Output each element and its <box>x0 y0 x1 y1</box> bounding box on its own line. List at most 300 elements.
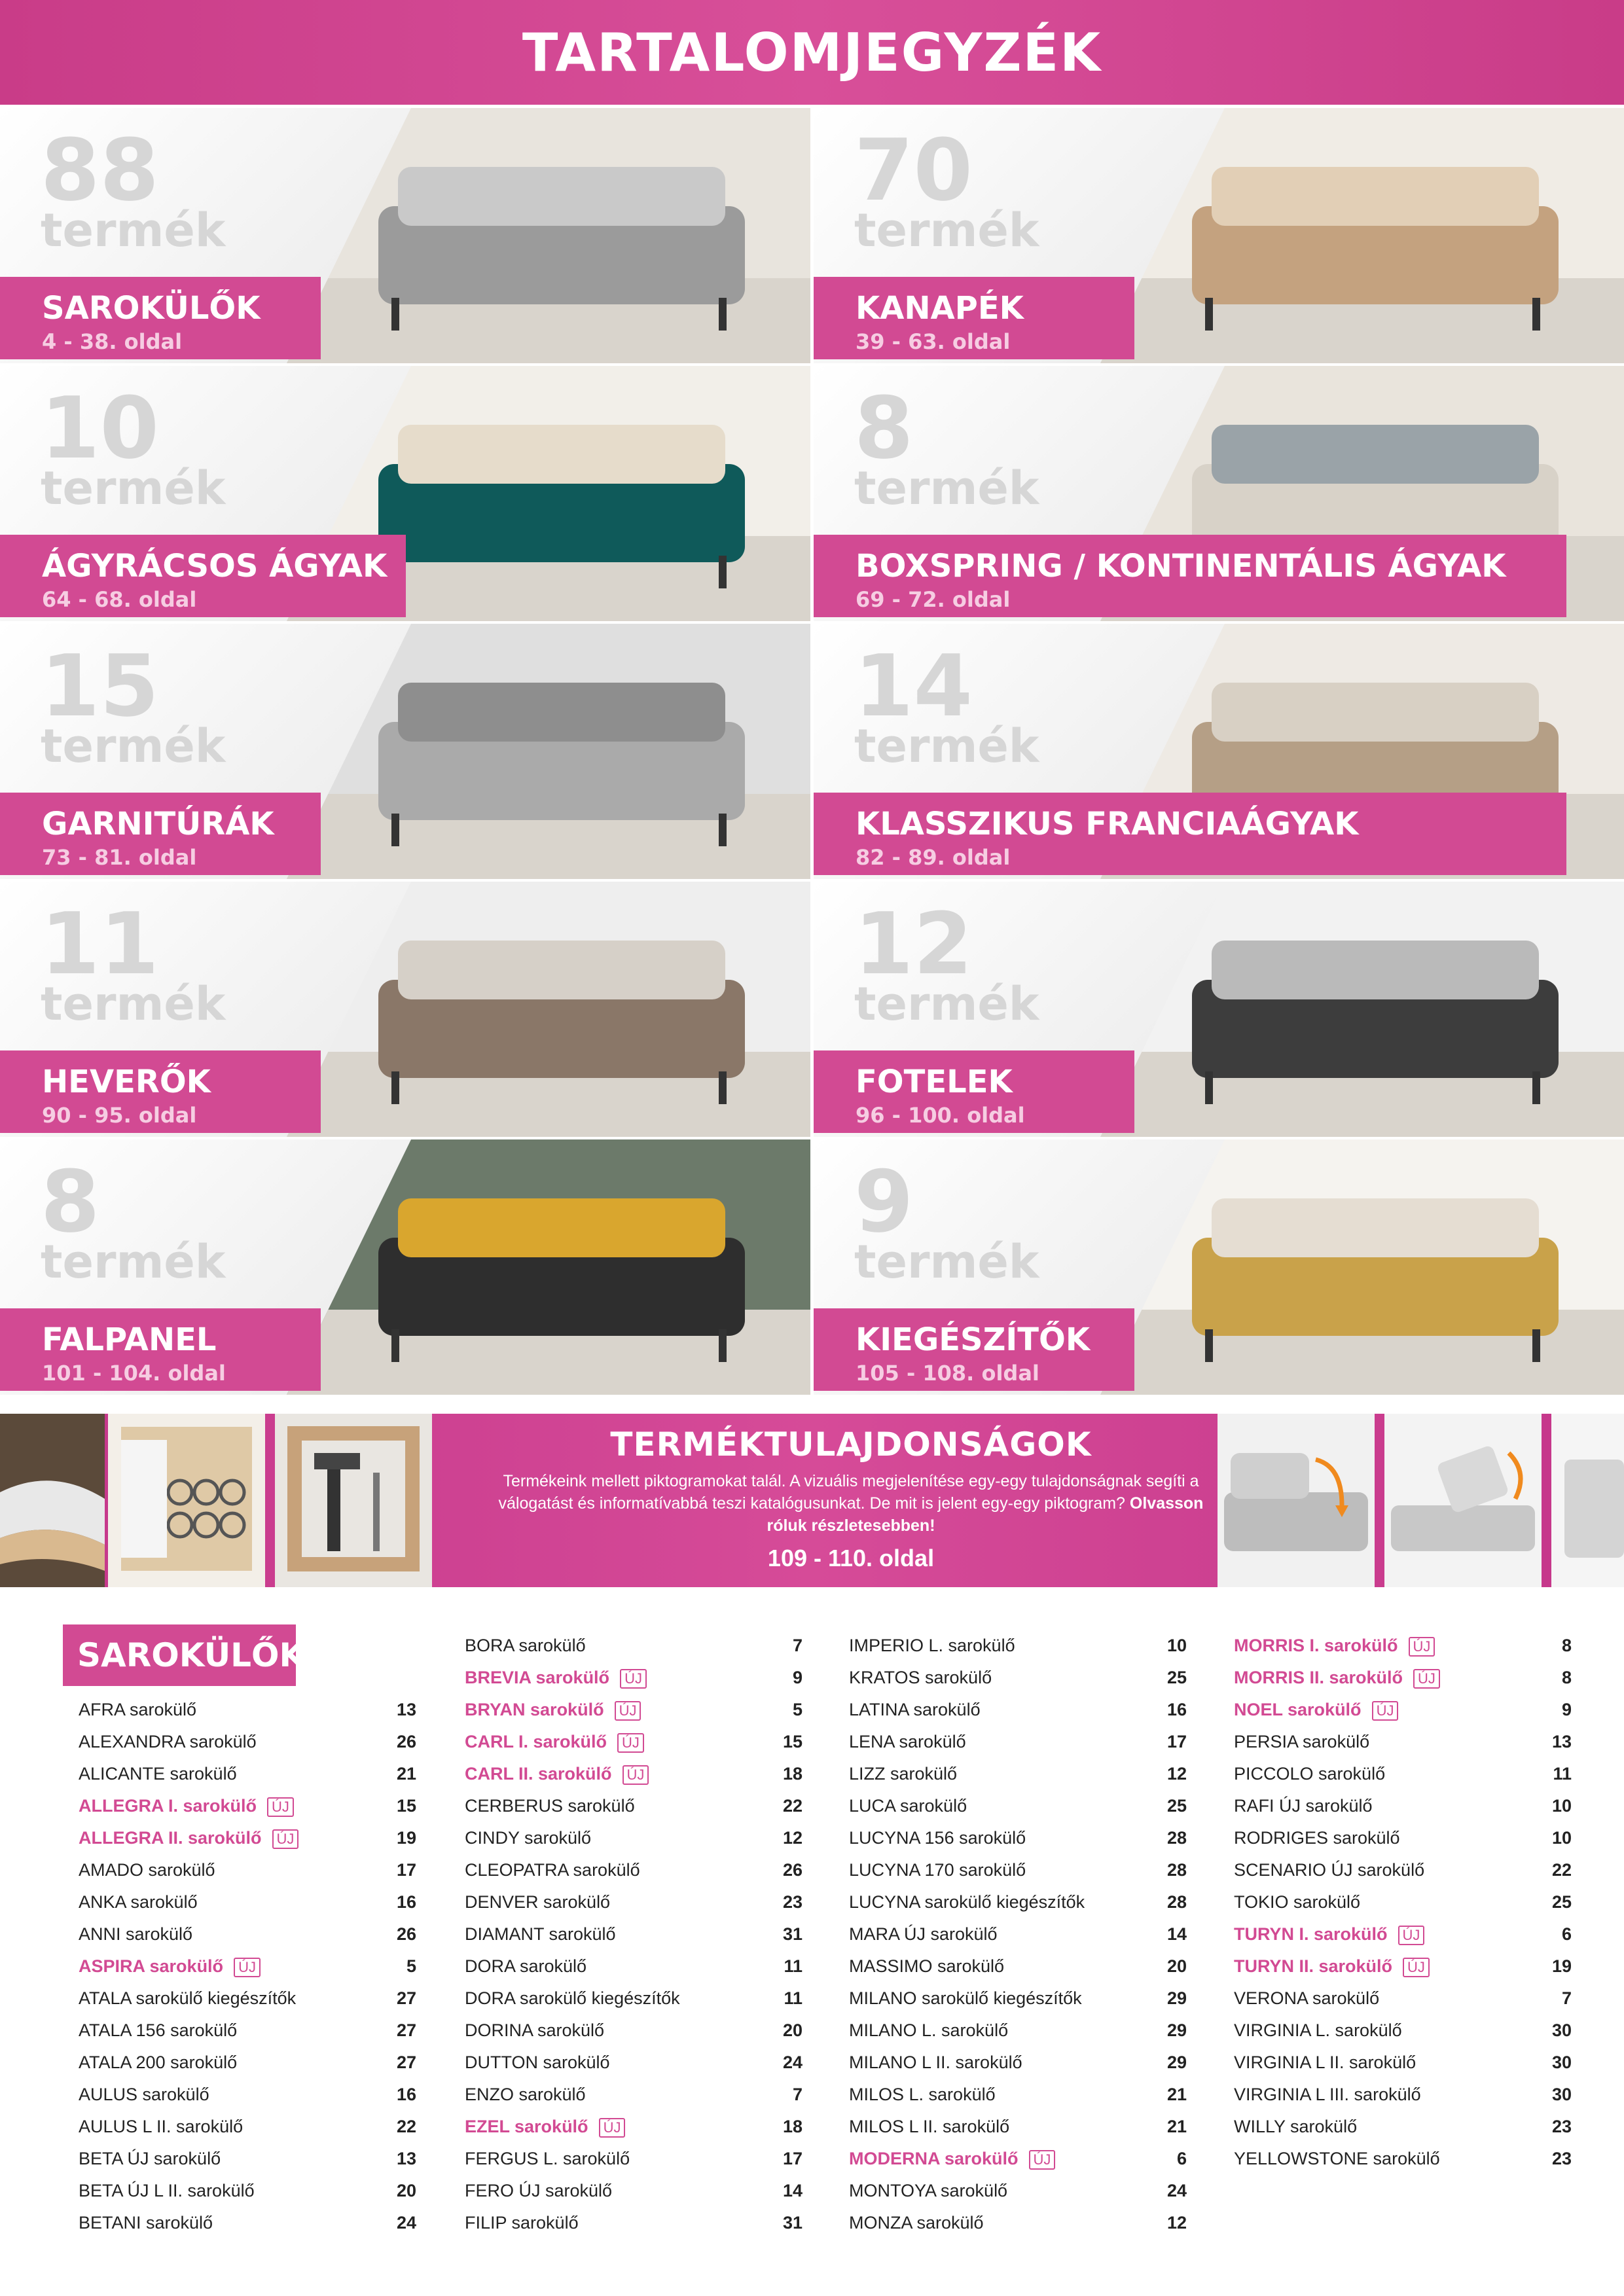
index-entry[interactable] <box>465 2143 803 2175</box>
entry-name: AULUS sarokülő <box>79 2085 209 2104</box>
entry-page: 25 <box>1166 1796 1187 1816</box>
entry-page: 29 <box>1166 2020 1187 2040</box>
entry-page: 7 <box>1561 1988 1572 2008</box>
category-label-band <box>0 1050 321 1133</box>
entry-name: FERGUS L. sarokülő <box>465 2149 630 2168</box>
entry-page: 18 <box>782 1764 803 1784</box>
entry-page: 13 <box>396 2149 416 2168</box>
index-entry[interactable] <box>79 2207 416 2239</box>
index-entry[interactable] <box>465 1982 803 2015</box>
category-name: FALPANEL <box>42 1321 217 1358</box>
entry-name: CARL II. sarokülő <box>465 1764 612 1784</box>
entry-name: ATALA 200 sarokülő <box>79 2053 238 2072</box>
entry-page: 10 <box>1166 1636 1187 1655</box>
entry-name: VIRGINIA L. sarokülő <box>1234 2020 1402 2040</box>
entry-page: 8 <box>1561 1636 1572 1655</box>
entry-name: TURYN II. sarokülő <box>1234 1956 1393 1976</box>
index-entry[interactable] <box>79 1758 416 1790</box>
index-entry[interactable] <box>849 2079 1187 2111</box>
entry-name: AULUS L II. sarokülő <box>79 2117 244 2136</box>
entry-name: ASPIRA sarokülő <box>79 1956 224 1976</box>
entry-page: 22 <box>782 1796 803 1816</box>
frame-tools-photo <box>275 1414 432 1587</box>
category-pages: 82 - 89. oldal <box>856 845 1011 870</box>
new-badge: ÚJ <box>620 1669 647 1689</box>
index-entry[interactable] <box>1234 1630 1572 1662</box>
entry-name: DORINA sarokülő <box>465 2020 605 2040</box>
index-entry[interactable] <box>79 1726 416 1758</box>
entry-name: MILANO L. sarokülő <box>849 2020 1009 2040</box>
entry-name: TURYN I. sarokülő <box>1234 1924 1388 1944</box>
category-pages: 39 - 63. oldal <box>856 329 1011 354</box>
entry-page: 5 <box>406 1956 416 1976</box>
index-entry[interactable] <box>1234 1726 1572 1758</box>
entry-name: IMPERIO L. sarokülő <box>849 1636 1015 1655</box>
mechanism-photo <box>1384 1414 1542 1587</box>
entry-name: LENA sarokülő <box>849 1732 966 1751</box>
entry-page: 6 <box>1176 2149 1187 2168</box>
entry-name: ALLEGRA I. sarokülő <box>79 1796 257 1816</box>
count-number: 8 <box>41 1152 100 1251</box>
count-number: 8 <box>854 378 914 478</box>
entry-page: 28 <box>1166 1860 1187 1880</box>
category-tile[interactable] <box>814 108 1624 363</box>
category-label-band <box>0 1308 321 1391</box>
entry-page: 13 <box>396 1700 416 1719</box>
category-name: BOXSPRING / KONTINENTÁLIS ÁGYAK <box>856 548 1506 584</box>
entry-page: 24 <box>396 2213 416 2233</box>
category-tile[interactable] <box>814 624 1624 879</box>
entry-page: 5 <box>792 1700 803 1719</box>
index-entry[interactable] <box>849 1982 1187 2015</box>
index-entry[interactable] <box>465 1790 803 1822</box>
category-tile[interactable] <box>0 882 810 1137</box>
index-entry[interactable] <box>79 2143 416 2175</box>
index-entry[interactable] <box>1234 1950 1572 1982</box>
index-entry[interactable] <box>465 1758 803 1790</box>
category-label-band <box>0 535 406 617</box>
entry-page: 10 <box>1551 1828 1572 1848</box>
entry-name: MONTOYA sarokülő <box>849 2181 1008 2200</box>
index-entry[interactable] <box>849 2015 1187 2047</box>
entry-name: CERBERUS sarokülő <box>465 1796 635 1816</box>
entry-page: 30 <box>1551 2020 1572 2040</box>
category-name: GARNITÚRÁK <box>42 806 274 842</box>
entry-name: LUCYNA 170 sarokülő <box>849 1860 1026 1880</box>
new-badge: ÚJ <box>1398 1926 1425 1945</box>
index-entry[interactable] <box>79 1886 416 1918</box>
entry-name: YELLOWSTONE sarokülő <box>1234 2149 1440 2168</box>
entry-name: DIAMANT sarokülő <box>465 1924 616 1944</box>
index-entry[interactable] <box>849 1758 1187 1790</box>
entry-page: 24 <box>1166 2181 1187 2200</box>
category-label-band <box>814 1050 1134 1133</box>
index-entry[interactable] <box>1234 1790 1572 1822</box>
index-entry[interactable] <box>79 1854 416 1886</box>
headrest-adjust-photo <box>1218 1414 1375 1587</box>
entry-page: 28 <box>1166 1828 1187 1848</box>
index-entry[interactable] <box>1234 2111 1572 2143</box>
entry-page: 10 <box>1551 1796 1572 1816</box>
index-entry[interactable] <box>79 2079 416 2111</box>
entry-name: DENVER sarokülő <box>465 1892 611 1912</box>
index-entry[interactable] <box>849 1918 1187 1950</box>
entry-page: 25 <box>1166 1668 1187 1687</box>
entry-page: 11 <box>1553 1764 1572 1784</box>
entry-page: 31 <box>782 2213 803 2233</box>
index-entry[interactable] <box>849 2175 1187 2207</box>
entry-name: VIRGINIA L III. sarokülő <box>1234 2085 1421 2104</box>
index-entry[interactable] <box>849 1662 1187 1694</box>
count-word: termék <box>41 204 226 257</box>
index-entry[interactable] <box>79 1790 416 1822</box>
entry-page: 29 <box>1166 2053 1187 2072</box>
entry-page: 21 <box>1166 2085 1187 2104</box>
entry-name: MODERNA sarokülő <box>849 2149 1019 2168</box>
index-entry[interactable] <box>79 2047 416 2079</box>
new-badge: ÚJ <box>615 1701 641 1721</box>
entry-name: BREVIA sarokülő <box>465 1668 610 1687</box>
index-section <box>0 1617 1624 2284</box>
category-name: KIEGÉSZÍTŐK <box>856 1321 1091 1358</box>
index-entry[interactable] <box>465 1694 803 1726</box>
entry-page: 12 <box>1166 1764 1187 1784</box>
index-entry[interactable] <box>465 1822 803 1854</box>
index-entry[interactable] <box>1234 1854 1572 1886</box>
entry-name: LATINA sarokülő <box>849 1700 981 1719</box>
entry-name: DORA sarokülő <box>465 1956 587 1976</box>
entry-name: DUTTON sarokülő <box>465 2053 610 2072</box>
index-entry[interactable] <box>849 1822 1187 1854</box>
entry-page: 15 <box>396 1796 416 1816</box>
entry-page: 7 <box>792 2085 803 2104</box>
page-header <box>0 0 1624 105</box>
category-name: SAROKÜLŐK <box>42 290 261 327</box>
category-label-band <box>814 535 1566 617</box>
entry-name: DORA sarokülő kiegészítők <box>465 1988 680 2008</box>
product-count <box>854 636 1039 773</box>
entry-name: LUCA sarokülő <box>849 1796 967 1816</box>
index-entry[interactable] <box>79 1982 416 2015</box>
entry-page: 30 <box>1551 2053 1572 2072</box>
entry-name: NOEL sarokülő <box>1234 1700 1362 1719</box>
entry-page: 27 <box>396 2053 416 2072</box>
category-tile[interactable] <box>0 624 810 879</box>
index-column <box>465 1630 803 2239</box>
index-entry[interactable] <box>1234 1918 1572 1950</box>
product-count <box>41 1152 226 1289</box>
entry-page: 19 <box>1551 1956 1572 1976</box>
index-entry[interactable] <box>849 1630 1187 1662</box>
count-word: termék <box>854 977 1039 1031</box>
count-word: termék <box>41 977 226 1031</box>
category-tile[interactable] <box>814 882 1624 1137</box>
entry-page: 21 <box>1166 2117 1187 2136</box>
index-entry[interactable] <box>465 1918 803 1950</box>
entry-name: AFRA sarokülő <box>79 1700 197 1719</box>
index-entry[interactable] <box>465 2047 803 2079</box>
entry-page: 15 <box>782 1732 803 1751</box>
entry-page: 26 <box>782 1860 803 1880</box>
entry-page: 9 <box>1561 1700 1572 1719</box>
entry-name: PICCOLO sarokülő <box>1234 1764 1386 1784</box>
index-entry[interactable] <box>79 1918 416 1950</box>
new-badge: ÚJ <box>599 2118 626 2138</box>
index-entry[interactable] <box>79 1822 416 1854</box>
index-entry[interactable] <box>465 2207 803 2239</box>
entry-page: 22 <box>1551 1860 1572 1880</box>
entry-page: 14 <box>782 2181 803 2200</box>
entry-page: 26 <box>396 1924 416 1944</box>
category-pages: 69 - 72. oldal <box>856 587 1011 612</box>
category-tile[interactable] <box>0 108 810 363</box>
index-entry[interactable] <box>1234 1758 1572 1790</box>
entry-name: LUCYNA sarokülő kiegészítők <box>849 1892 1085 1912</box>
index-entry[interactable] <box>465 1950 803 1982</box>
index-entry[interactable] <box>1234 2079 1572 2111</box>
entry-name: MORRIS II. sarokülő <box>1234 1668 1403 1687</box>
new-badge: ÚJ <box>1413 1669 1440 1689</box>
entry-page: 8 <box>1561 1668 1572 1687</box>
index-entry[interactable] <box>465 2111 803 2143</box>
entry-name: BORA sarokülő <box>465 1636 586 1655</box>
page-title: TARTALOMJEGYZÉK <box>522 22 1102 83</box>
entry-page: 20 <box>396 2181 416 2200</box>
features-pages: 109 - 110. oldal <box>767 1545 935 1571</box>
product-count <box>854 120 1039 257</box>
index-entry[interactable] <box>465 1630 803 1662</box>
entry-name: FILIP sarokülő <box>465 2213 579 2233</box>
category-label-band <box>0 793 321 875</box>
product-count <box>854 894 1039 1031</box>
entry-name: BETA ÚJ L II. sarokülő <box>79 2181 255 2200</box>
count-word: termék <box>41 461 226 515</box>
entry-name: RAFI ÚJ sarokülő <box>1234 1796 1373 1816</box>
entry-name: SCENARIO ÚJ sarokülő <box>1234 1860 1425 1880</box>
index-entry[interactable] <box>1234 2015 1572 2047</box>
feature-banner <box>0 1414 1624 1587</box>
category-name: KLASSZIKUS FRANCIAÁGYAK <box>856 806 1359 842</box>
entry-page: 24 <box>782 2053 803 2072</box>
category-tile[interactable] <box>814 366 1624 621</box>
entry-page: 31 <box>782 1924 803 1944</box>
index-entry[interactable] <box>465 1726 803 1758</box>
index-entry[interactable] <box>465 1662 803 1694</box>
new-badge: ÚJ <box>267 1797 294 1817</box>
entry-page: 18 <box>782 2117 803 2136</box>
entry-name: PERSIA sarokülő <box>1234 1732 1370 1751</box>
entry-page: 17 <box>396 1860 416 1880</box>
count-number: 12 <box>854 894 973 994</box>
category-label-band <box>814 793 1566 875</box>
category-pages: 96 - 100. oldal <box>856 1103 1025 1128</box>
entry-page: 29 <box>1166 1988 1187 2008</box>
category-name: HEVERŐK <box>42 1064 211 1100</box>
entry-name: BRYAN sarokülő <box>465 1700 604 1719</box>
entry-name: CINDY sarokülő <box>465 1828 592 1848</box>
category-tile[interactable] <box>814 1139 1624 1395</box>
index-entry[interactable] <box>465 1886 803 1918</box>
entry-name: ATALA 156 sarokülő <box>79 2020 238 2040</box>
new-badge: ÚJ <box>1372 1701 1399 1721</box>
index-entry[interactable] <box>465 2015 803 2047</box>
entry-name: LIZZ sarokülő <box>849 1764 958 1784</box>
index-entry[interactable] <box>849 2143 1187 2175</box>
entry-page: 16 <box>396 2085 416 2104</box>
entry-page: 6 <box>1561 1924 1572 1944</box>
entry-name: ATALA sarokülő kiegészítők <box>79 1988 297 2008</box>
product-count <box>41 378 226 515</box>
entry-name: RODRIGES sarokülő <box>1234 1828 1400 1848</box>
count-number: 14 <box>854 636 973 736</box>
index-entry[interactable] <box>1234 2047 1572 2079</box>
entry-name: AMADO sarokülő <box>79 1860 215 1880</box>
category-pages: 64 - 68. oldal <box>42 587 197 612</box>
entry-name: ANNI sarokülő <box>79 1924 193 1944</box>
index-column <box>79 1694 416 2239</box>
index-entry[interactable] <box>1234 1822 1572 1854</box>
new-badge: ÚJ <box>623 1765 649 1785</box>
entry-name: MONZA sarokülő <box>849 2213 984 2233</box>
new-badge: ÚJ <box>234 1958 261 1977</box>
entry-page: 17 <box>1166 1732 1187 1751</box>
index-entry[interactable] <box>1234 1694 1572 1726</box>
sofa-detail-photo <box>1551 1414 1624 1587</box>
entry-page: 20 <box>1166 1956 1187 1976</box>
entry-name: TOKIO sarokülő <box>1234 1892 1361 1912</box>
index-entry[interactable] <box>849 2207 1187 2239</box>
count-number: 9 <box>854 1152 914 1251</box>
entry-name: LUCYNA 156 sarokülő <box>849 1828 1026 1848</box>
spring-core-photo <box>108 1414 265 1587</box>
index-entry[interactable] <box>79 2111 416 2143</box>
category-pages: 101 - 104. oldal <box>42 1361 226 1386</box>
count-number: 15 <box>41 636 159 736</box>
index-entry[interactable] <box>465 2079 803 2111</box>
index-entry[interactable] <box>1234 1662 1572 1694</box>
category-label-band <box>814 1308 1134 1391</box>
entry-page: 9 <box>792 1668 803 1687</box>
entry-page: 25 <box>1551 1892 1572 1912</box>
category-tile[interactable] <box>0 366 810 621</box>
entry-page: 17 <box>782 2149 803 2168</box>
category-label-band <box>814 277 1134 359</box>
entry-name: MORRIS I. sarokülő <box>1234 1636 1398 1655</box>
entry-page: 7 <box>792 1636 803 1655</box>
entry-name: MASSIMO sarokülő <box>849 1956 1005 1976</box>
entry-name: MARA ÚJ sarokülő <box>849 1924 998 1944</box>
count-word: termék <box>854 719 1039 773</box>
category-pages: 4 - 38. oldal <box>42 329 183 354</box>
entry-page: 13 <box>1551 1732 1572 1751</box>
entry-name: MILANO L II. sarokülő <box>849 2053 1022 2072</box>
entry-page: 12 <box>1166 2213 1187 2233</box>
entry-page: 16 <box>396 1892 416 1912</box>
index-entry[interactable] <box>849 1790 1187 1822</box>
product-count <box>41 636 226 773</box>
index-entry[interactable] <box>849 1886 1187 1918</box>
product-count <box>41 120 226 257</box>
entry-page: 14 <box>1166 1924 1187 1944</box>
new-badge: ÚJ <box>1403 1958 1430 1977</box>
index-entry[interactable] <box>849 2111 1187 2143</box>
entry-name: BETA ÚJ sarokülő <box>79 2149 221 2168</box>
index-entry[interactable] <box>849 1854 1187 1886</box>
index-entry[interactable] <box>79 2175 416 2207</box>
index-entry[interactable] <box>465 2175 803 2207</box>
entry-name: VERONA sarokülő <box>1234 1988 1380 2008</box>
new-badge: ÚJ <box>1029 2150 1056 2170</box>
count-number: 10 <box>41 378 159 478</box>
entry-name: MILANO sarokülő kiegészítők <box>849 1988 1082 2008</box>
index-entry[interactable] <box>1234 1886 1572 1918</box>
new-badge: ÚJ <box>272 1829 299 1849</box>
index-entry[interactable] <box>1234 2143 1572 2175</box>
entry-name: ALLEGRA II. sarokülő <box>79 1828 262 1848</box>
product-count <box>41 894 226 1031</box>
entry-page: 11 <box>784 1988 803 2008</box>
entry-page: 21 <box>396 1764 416 1784</box>
entry-page: 27 <box>396 2020 416 2040</box>
entry-name: ALICANTE sarokülő <box>79 1764 237 1784</box>
index-entry[interactable] <box>79 2015 416 2047</box>
new-badge: ÚJ <box>1409 1637 1435 1657</box>
entry-name: ALEXANDRA sarokülő <box>79 1732 257 1751</box>
count-word: termék <box>41 1235 226 1289</box>
index-entry[interactable] <box>849 1950 1187 1982</box>
entry-name: ANKA sarokülő <box>79 1892 198 1912</box>
count-word: termék <box>41 719 226 773</box>
entry-name: MILOS L II. sarokülő <box>849 2117 1010 2136</box>
entry-name: EZEL sarokülő <box>465 2117 588 2136</box>
index-entry[interactable] <box>79 1694 416 1726</box>
section-heading: SAROKÜLŐK <box>63 1624 296 1686</box>
entry-page: 23 <box>1551 2117 1572 2136</box>
entry-page: 12 <box>782 1828 803 1848</box>
count-word: termék <box>854 1235 1039 1289</box>
entry-page: 23 <box>782 1892 803 1912</box>
category-pages: 105 - 108. oldal <box>856 1361 1039 1386</box>
entry-page: 16 <box>1166 1700 1187 1719</box>
category-label-band <box>0 277 321 359</box>
category-pages: 90 - 95. oldal <box>42 1103 197 1128</box>
category-name: FOTELEK <box>856 1064 1013 1100</box>
index-entry[interactable] <box>849 1726 1187 1758</box>
index-column <box>849 1630 1187 2239</box>
index-entry[interactable] <box>1234 1982 1572 2015</box>
entry-name: ENZO sarokülő <box>465 2085 586 2104</box>
entry-page: 30 <box>1551 2085 1572 2104</box>
index-entry[interactable] <box>849 1694 1187 1726</box>
features-title: TERMÉKTULAJDONSÁGOK <box>610 1426 1092 1463</box>
count-number: 88 <box>41 120 159 220</box>
category-tile[interactable] <box>0 1139 810 1395</box>
entry-page: 28 <box>1166 1892 1187 1912</box>
entry-page: 19 <box>396 1828 416 1848</box>
index-entry[interactable] <box>465 1854 803 1886</box>
index-entry[interactable] <box>849 2047 1187 2079</box>
count-word: termék <box>854 461 1039 515</box>
entry-page: 20 <box>782 2020 803 2040</box>
mattress-layers-photo <box>0 1414 105 1587</box>
entry-name: VIRGINIA L II. sarokülő <box>1234 2053 1416 2072</box>
entry-page: 22 <box>396 2117 416 2136</box>
index-column <box>1234 1630 1572 2175</box>
product-count <box>854 378 1039 515</box>
entry-name: CLEOPATRA sarokülő <box>465 1860 640 1880</box>
index-entry[interactable] <box>79 1950 416 1982</box>
category-pages: 73 - 81. oldal <box>42 845 197 870</box>
